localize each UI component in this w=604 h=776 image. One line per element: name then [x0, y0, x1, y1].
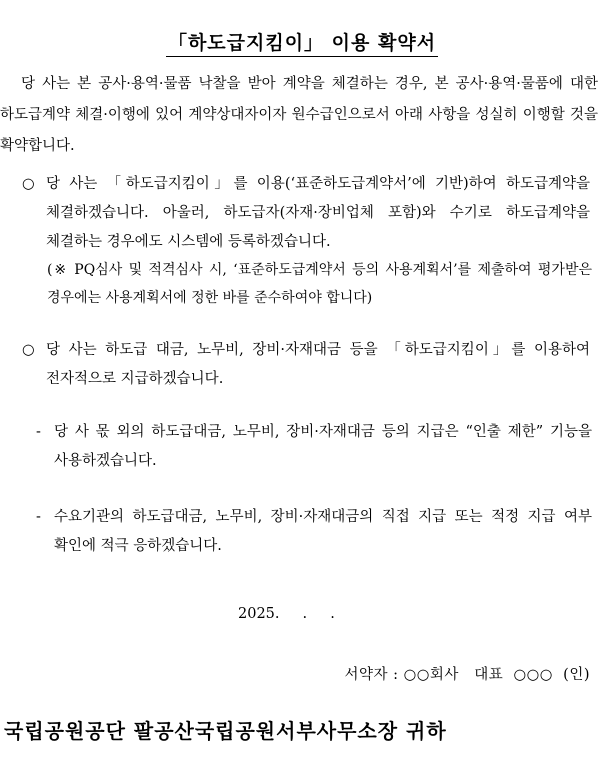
pq-note: (※ PQ심사 및 적격심사 시, ‘표준하도급계약서 등의 사용계획서’를 제출하여 평가받은 경우에는 사용계획서에 정한 바를 준수하여야 합니다): [47, 262, 592, 306]
pledge-item-2-text: 당 사는 하도급 대금, 노무비, 장비·자재대금 등을 「하도급지킴이」를 이용하여 전자적으로 지급하겠습니다.: [46, 342, 590, 387]
sub-item-2: [36, 503, 592, 561]
sub-item-2-text: 수요기관의 하도급대금, 노무비, 장비·자재대금의 직접 지급 또는 적정 지급 여부 확인에 적극 응하겠습니다.: [54, 509, 592, 554]
sub-item-1: [36, 418, 592, 476]
addressee: 국립공원공단 팔공산국립공원서부사무소장 귀하: [4, 719, 447, 743]
intro-paragraph: 당 사는 본 공사·용역·물품 낙찰을 받아 계약을 체결하는 경우, 본 공사·용역·물품에 대한 하도급계약 체결·이행에 있어 계약상대자이자 원수급인으로서 아래 사항을 성실히 이행할 것을 확약합니다.: [0, 76, 598, 154]
sub-item-1-text: 당 사 몫 외의 하도급대금, 노무비, 장비·자재대금 등의 지급은 “인출 제한” 기능을 사용하겠습니다.: [54, 424, 592, 469]
pledge-item-1: [22, 170, 590, 257]
dash-bullet: -: [36, 424, 41, 440]
signature-line: 서약자 : ○○회사 대표 ○○○ (인): [344, 667, 590, 683]
document-title-text: 「하도급지킴이」 이용 확약서: [166, 32, 438, 57]
circle-bullet: ○: [22, 342, 35, 358]
document-title: [0, 28, 604, 55]
pledge-item-1-text: 당 사는 「하도급지킴이」를 이용(‘표준하도급계약서’에 기반)하여 하도급계약을 체결하겠습니다. 아울러, 하도급자(자재·장비업체 포함)와 수기로 하도급계약을 체결하는 경우에도 시스템에 등록하겠습니다.: [46, 176, 590, 250]
date-line: 2025. . .: [238, 606, 335, 622]
circle-bullet: ○: [22, 176, 35, 192]
dash-bullet: -: [36, 509, 41, 525]
pledge-item-2: [22, 336, 590, 394]
